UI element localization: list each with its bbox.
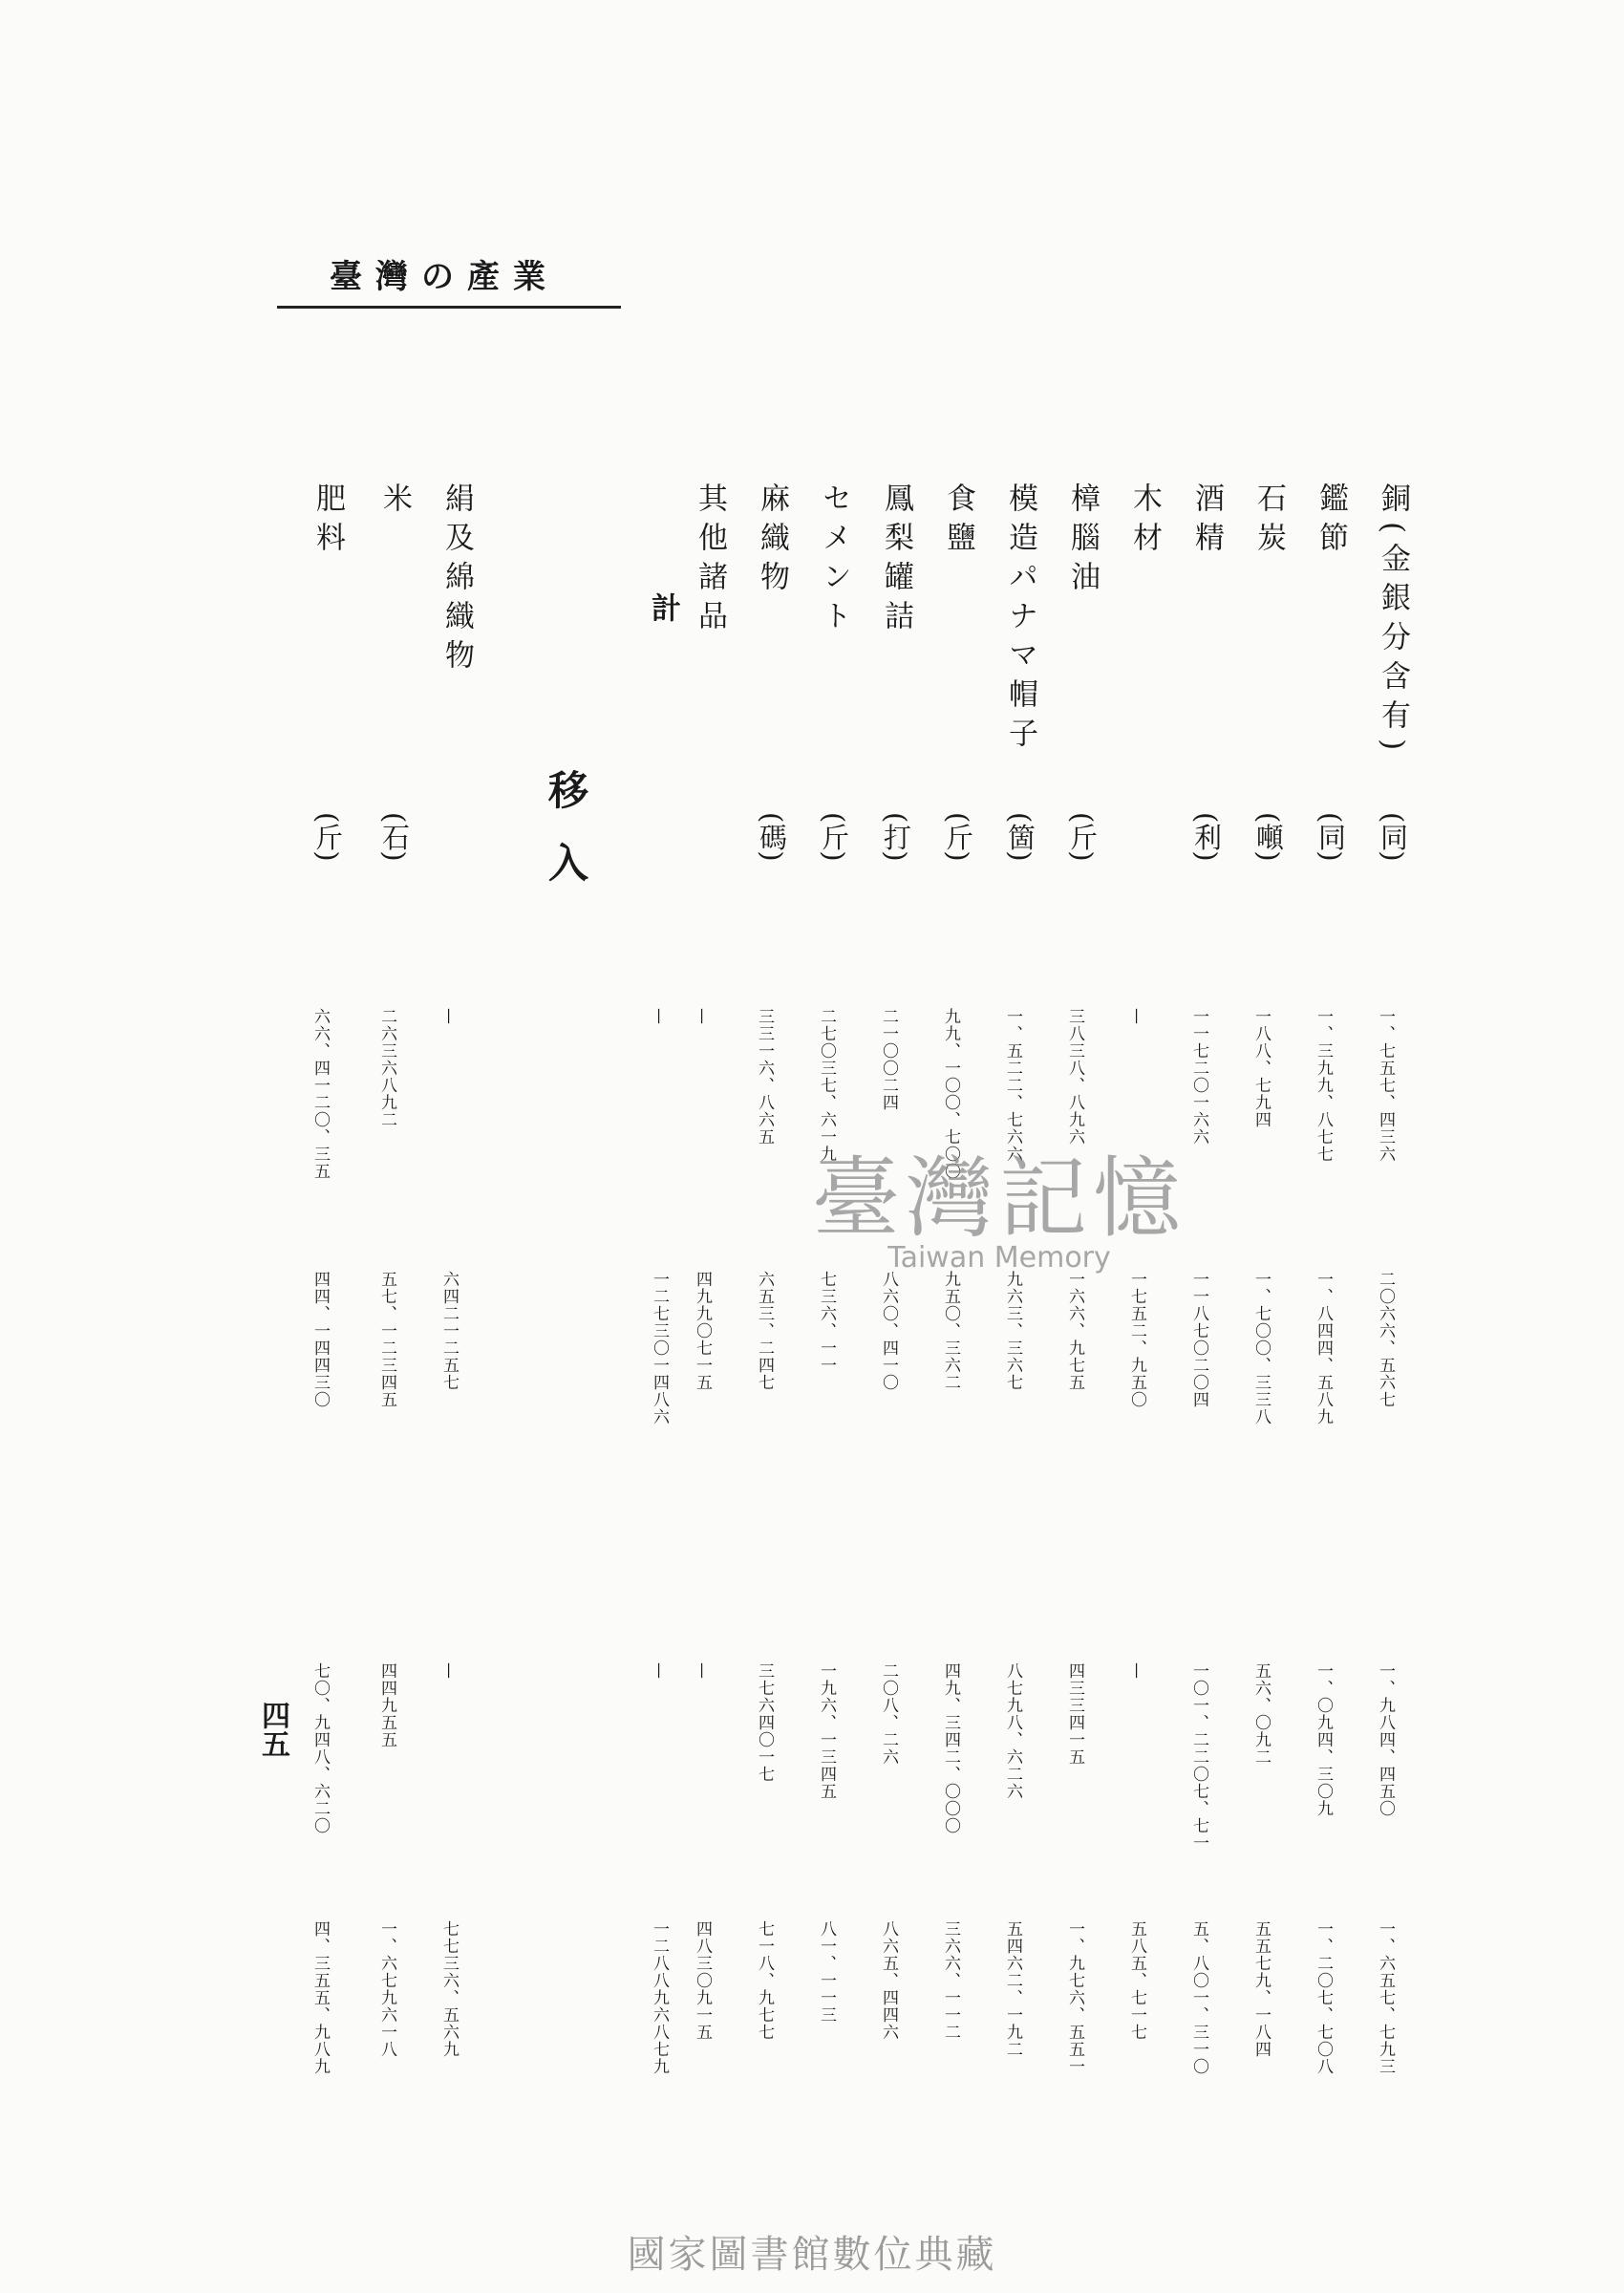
item-name: 其他諸品 xyxy=(693,482,727,639)
item-value: 四九九〇七一五 xyxy=(693,1271,712,1391)
item-value: — xyxy=(693,1008,712,1025)
item-name: 絹及綿織物 xyxy=(439,482,474,678)
item-value: 八六五、四四六 xyxy=(879,1920,898,2041)
item-value: 九五〇、三六二 xyxy=(941,1271,960,1391)
item-unit: (利) xyxy=(1190,812,1223,862)
item-unit: (打) xyxy=(880,812,912,862)
item-value: 一一七二〇一六六 xyxy=(1189,1008,1208,1146)
item-value: 七〇、九四八、六二〇 xyxy=(310,1662,330,1834)
item-name: 食鹽 xyxy=(941,482,975,561)
item-name: 模造パナマ帽子 xyxy=(1003,482,1037,757)
item-value: 一九六、一三四五 xyxy=(817,1662,836,1800)
item-unit: (同) xyxy=(1314,812,1347,862)
item-value: 一、〇九四、三〇九 xyxy=(1314,1662,1333,1817)
item-value: 三八三八、八九六 xyxy=(1065,1008,1084,1146)
item-value: 六五三、二四七 xyxy=(755,1271,774,1391)
item-unit: (斤) xyxy=(942,812,974,862)
total-label: 計 xyxy=(646,592,680,622)
item-value: 五六、〇九二 xyxy=(1251,1662,1271,1766)
item-value: 一、六五七、七九三 xyxy=(1376,1920,1395,2075)
item-value: 一、七五七、四三六 xyxy=(1376,1008,1395,1163)
item-value: 五五七九、一八四 xyxy=(1251,1920,1271,2058)
item-value: 九六三、三六七 xyxy=(1003,1271,1022,1391)
item-name: 酒精 xyxy=(1189,482,1224,561)
item-name: 銅(金銀分含有) xyxy=(1376,482,1410,761)
item-value: 五四六二、一九二 xyxy=(1003,1920,1022,2058)
item-value: 六六、四一二〇、三五 xyxy=(310,1008,330,1180)
item-value: 四八三〇九一五 xyxy=(693,1920,712,2041)
item-value: 一〇一、二二〇七、七一 xyxy=(1189,1662,1208,1852)
item-name: 樟腦油 xyxy=(1065,482,1100,600)
item-name: 肥料 xyxy=(310,482,345,561)
item-name: セメント xyxy=(817,482,851,639)
page-number: 四五 xyxy=(256,1701,289,1758)
item-value: 一、七〇〇、三三八 xyxy=(1251,1271,1271,1425)
total-value: — xyxy=(650,1008,669,1025)
header-rule xyxy=(277,306,621,309)
item-value: 一、五二二、七六六 xyxy=(1003,1008,1022,1163)
total-value: — xyxy=(650,1662,669,1680)
total-value: 一二七三〇一四八六 xyxy=(650,1271,669,1425)
watermark xyxy=(812,1147,1187,1275)
item-value: 六四二一二五七 xyxy=(439,1271,459,1391)
item-unit: (斤) xyxy=(1066,812,1099,862)
item-value: 一、八四四、五八九 xyxy=(1314,1271,1333,1425)
item-unit: (噸) xyxy=(1252,812,1285,862)
item-name: 米 xyxy=(377,482,412,522)
item-unit: (斤) xyxy=(818,812,850,862)
item-value: 二〇六六、五六七 xyxy=(1376,1271,1395,1408)
item-value: 七一八、九七七 xyxy=(755,1920,774,2041)
item-value: 四、三五五、九八九 xyxy=(310,1920,330,2075)
item-value: 四四、一四四三〇 xyxy=(310,1271,330,1408)
item-unit: (石) xyxy=(378,812,411,862)
item-value: 八七九八、六二六 xyxy=(1003,1662,1022,1800)
item-value: 一八八、七九四 xyxy=(1251,1008,1271,1128)
item-value: 五七、一二三四五 xyxy=(377,1271,396,1408)
item-value: 二〇八、二六 xyxy=(879,1662,898,1766)
item-value: 八一、一一三 xyxy=(817,1920,836,2024)
item-value: 三三一六、八六五 xyxy=(755,1008,774,1146)
item-unit: (碼) xyxy=(756,812,788,862)
item-value: 二一〇〇二四 xyxy=(879,1008,898,1111)
item-value: 四九、三四二、〇〇〇 xyxy=(941,1662,960,1834)
item-value: 七三六、一一 xyxy=(817,1271,836,1374)
section-heading: 移入 xyxy=(543,769,589,914)
item-unit: (同) xyxy=(1377,812,1409,862)
item-value: 二六三六八九二 xyxy=(377,1008,396,1128)
item-value: 一、九七六、五五一 xyxy=(1065,1920,1084,2075)
item-value: 一六六、九七五 xyxy=(1065,1271,1084,1391)
item-value: 一、二〇七、七〇八 xyxy=(1314,1920,1333,2075)
item-value: 一、九八四、四五〇 xyxy=(1376,1662,1395,1817)
total-value: 一二八八九六八七九 xyxy=(650,1920,669,2075)
item-value: 一七五二、九五〇 xyxy=(1127,1271,1146,1408)
item-value: 九九、一〇〇、七〇〇 xyxy=(941,1008,960,1180)
item-value: 二七〇三七、六一九 xyxy=(817,1008,836,1163)
item-unit: (斤) xyxy=(311,812,344,862)
item-value: 四三三四一五 xyxy=(1065,1662,1084,1766)
item-name: 木材 xyxy=(1127,482,1162,561)
watermark-main: 臺灣記憶 xyxy=(812,1147,1187,1250)
item-value: 四四九五五 xyxy=(377,1662,396,1748)
item-value: 三七六四〇一七 xyxy=(755,1662,774,1783)
item-name: 石炭 xyxy=(1251,482,1286,561)
item-value: 三六六、一一二 xyxy=(941,1920,960,2041)
item-name: 麻織物 xyxy=(755,482,789,600)
item-value: — xyxy=(693,1662,712,1680)
item-value: 五、八〇一、三一〇 xyxy=(1189,1920,1208,2075)
item-value: 五八五、七一七 xyxy=(1127,1920,1146,2041)
item-name: 鑑節 xyxy=(1314,482,1348,561)
running-header: 臺灣の產業 xyxy=(330,258,559,296)
footer-credit: 國家圖書館數位典藏 xyxy=(627,2233,997,2277)
item-value: 一一八七〇二〇四 xyxy=(1189,1271,1208,1408)
item-name: 鳳梨罐詰 xyxy=(879,482,913,639)
item-value: — xyxy=(439,1008,459,1025)
item-value: 八六〇、四一〇 xyxy=(879,1271,898,1391)
item-value: 一、六七九六一八 xyxy=(377,1920,396,2058)
item-unit: (箇) xyxy=(1004,812,1036,862)
item-value: 一、三九九、八七七 xyxy=(1314,1008,1333,1163)
item-value: 七七三六、五六九 xyxy=(439,1920,459,2058)
watermark-sub: Taiwan Memory xyxy=(887,1241,1111,1275)
item-value: — xyxy=(1127,1008,1146,1025)
item-value: — xyxy=(1127,1662,1146,1680)
item-value: — xyxy=(439,1662,459,1680)
